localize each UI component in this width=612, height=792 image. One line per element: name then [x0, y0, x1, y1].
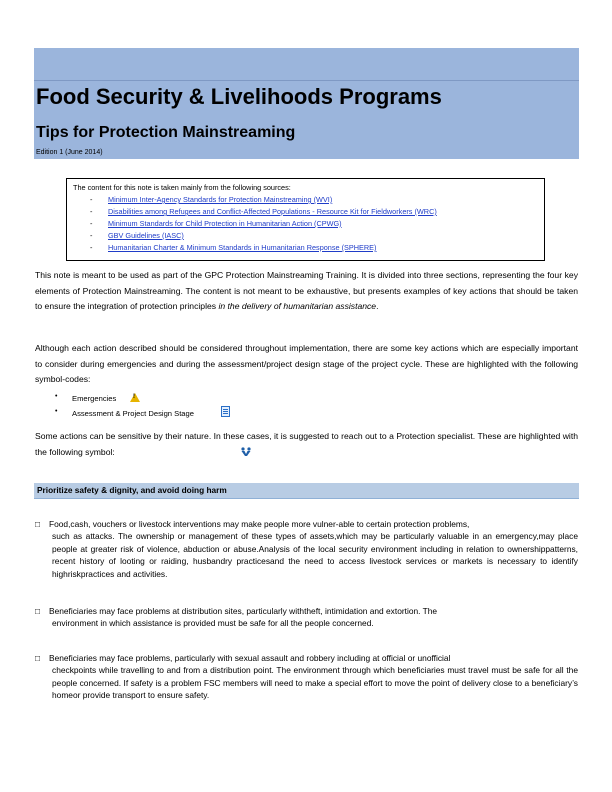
- symbol-label: Emergencies: [72, 394, 117, 403]
- action-item: [35, 518, 578, 580]
- action-first-line: Beneficiaries may face problems at distribution sites, particularly withtheft, intimidation and extortion. The: [49, 606, 438, 616]
- sources-box: [66, 178, 545, 261]
- warning-icon: !: [130, 393, 140, 402]
- source-link-iasc[interactable]: GBV Guidelines (IASC): [108, 231, 184, 240]
- section-title: Prioritize safety & dignity, and avoid doing harm: [37, 485, 227, 495]
- source-dash: -: [90, 219, 93, 228]
- action-item: [35, 652, 578, 702]
- action-rest: checkpoints while travelling to and from a distribution point. The environment through which beneficiaries must travel must be safe for all the people concerned. If safety is a problem FSC members will need to make a special effort to move the point of delivery close to a beneficiary’s homeor provide transport to ensure safety.: [52, 665, 578, 701]
- intro-italic: in the delivery of humanitarian assistance: [218, 301, 377, 311]
- protection-specialist-icon: [240, 446, 252, 458]
- actions-paragraph: Although each action described should be considered throughout implementation, there are some key actions which are especially important to consider during emergencies and during the assessment/project design stage of the project cycle. These are highlighted with the following symbol-codes:: [35, 343, 578, 384]
- source-item: [90, 195, 332, 206]
- section-header: [34, 483, 579, 499]
- sources-intro: The content for this note is taken mainly from the following sources:: [73, 183, 291, 192]
- header-rule: [34, 80, 579, 81]
- header-band: [34, 48, 579, 159]
- checkbox-glyph: □: [35, 653, 41, 663]
- page-title: Food Security & Livelihoods Programs: [36, 84, 442, 109]
- source-dash: -: [90, 243, 93, 252]
- document-icon: [221, 406, 230, 417]
- source-dash: -: [90, 195, 93, 204]
- action-first-line: Beneficiaries may face problems, particularly with sexual assault and robbery including at official or unofficial: [49, 653, 451, 663]
- symbol-label: Assessment & Project Design Stage: [72, 409, 194, 418]
- source-dash: -: [90, 231, 93, 240]
- bullet: •: [55, 393, 58, 400]
- action-rest: environment in which assistance is provided must be safe for all the people concerned.: [52, 618, 374, 629]
- sensitive-paragraph: Some actions can be sensitive by their nature. In these cases, it is suggested to reach out to a Protection specialist. These are highlighted with the following symbol:: [35, 431, 578, 457]
- edition-label: Edition 1 (June 2014): [36, 149, 103, 156]
- source-item: [90, 207, 437, 218]
- source-item: [90, 231, 184, 242]
- action-first-line: Food,cash, vouchers or livestock interventions may make people more vulner-able to certain protection problems,: [49, 519, 470, 529]
- checkbox-glyph: □: [35, 606, 41, 616]
- action-item: [35, 605, 578, 630]
- intro-paragraph: [35, 268, 578, 315]
- source-item: [90, 243, 376, 254]
- source-link-wrc[interactable]: Disabilities among Refugees and Conflict-Affected Populations - Resource Kit for Fieldworkers (WRC): [108, 207, 437, 216]
- checkbox-glyph: □: [35, 519, 41, 529]
- source-item: [90, 219, 342, 230]
- page-subtitle: Tips for Protection Mainstreaming: [36, 124, 296, 141]
- source-link-cpwg[interactable]: Minimum Standards for Child Protection in Humanitarian Action (CPWG): [108, 219, 342, 228]
- action-rest: such as attacks. The ownership or management of these types of assets,which may be particularly valuable in an emergency,may place people at greater risk of violence, abduction or abuse.Analysis of the local security environment including in relation to ownershippatterns, recent history of looting or raiding, husbandry practicesand the need to access livestock services or markets is necessary to identify highriskpractices and activities.: [52, 531, 578, 579]
- intro-text: This note is meant to be used as part of the GPC Protection Mainstreaming Training. It is divided into three sections, representing the four key elements of Protection Mainstreaming. The content is not meant to be exhaustive, but presents examples of key actions that should be taken to ensure the integration of protection principles: [35, 270, 578, 311]
- source-dash: -: [90, 207, 93, 216]
- bullet: •: [55, 408, 58, 415]
- intro-end: .: [376, 301, 379, 311]
- source-link-wvi[interactable]: Minimum Inter-Agency Standards for Protection Mainstreaming (WVI): [108, 195, 333, 204]
- source-link-sphere[interactable]: Humanitarian Charter & Minimum Standards in Humanitarian Response (SPHERE): [108, 243, 377, 252]
